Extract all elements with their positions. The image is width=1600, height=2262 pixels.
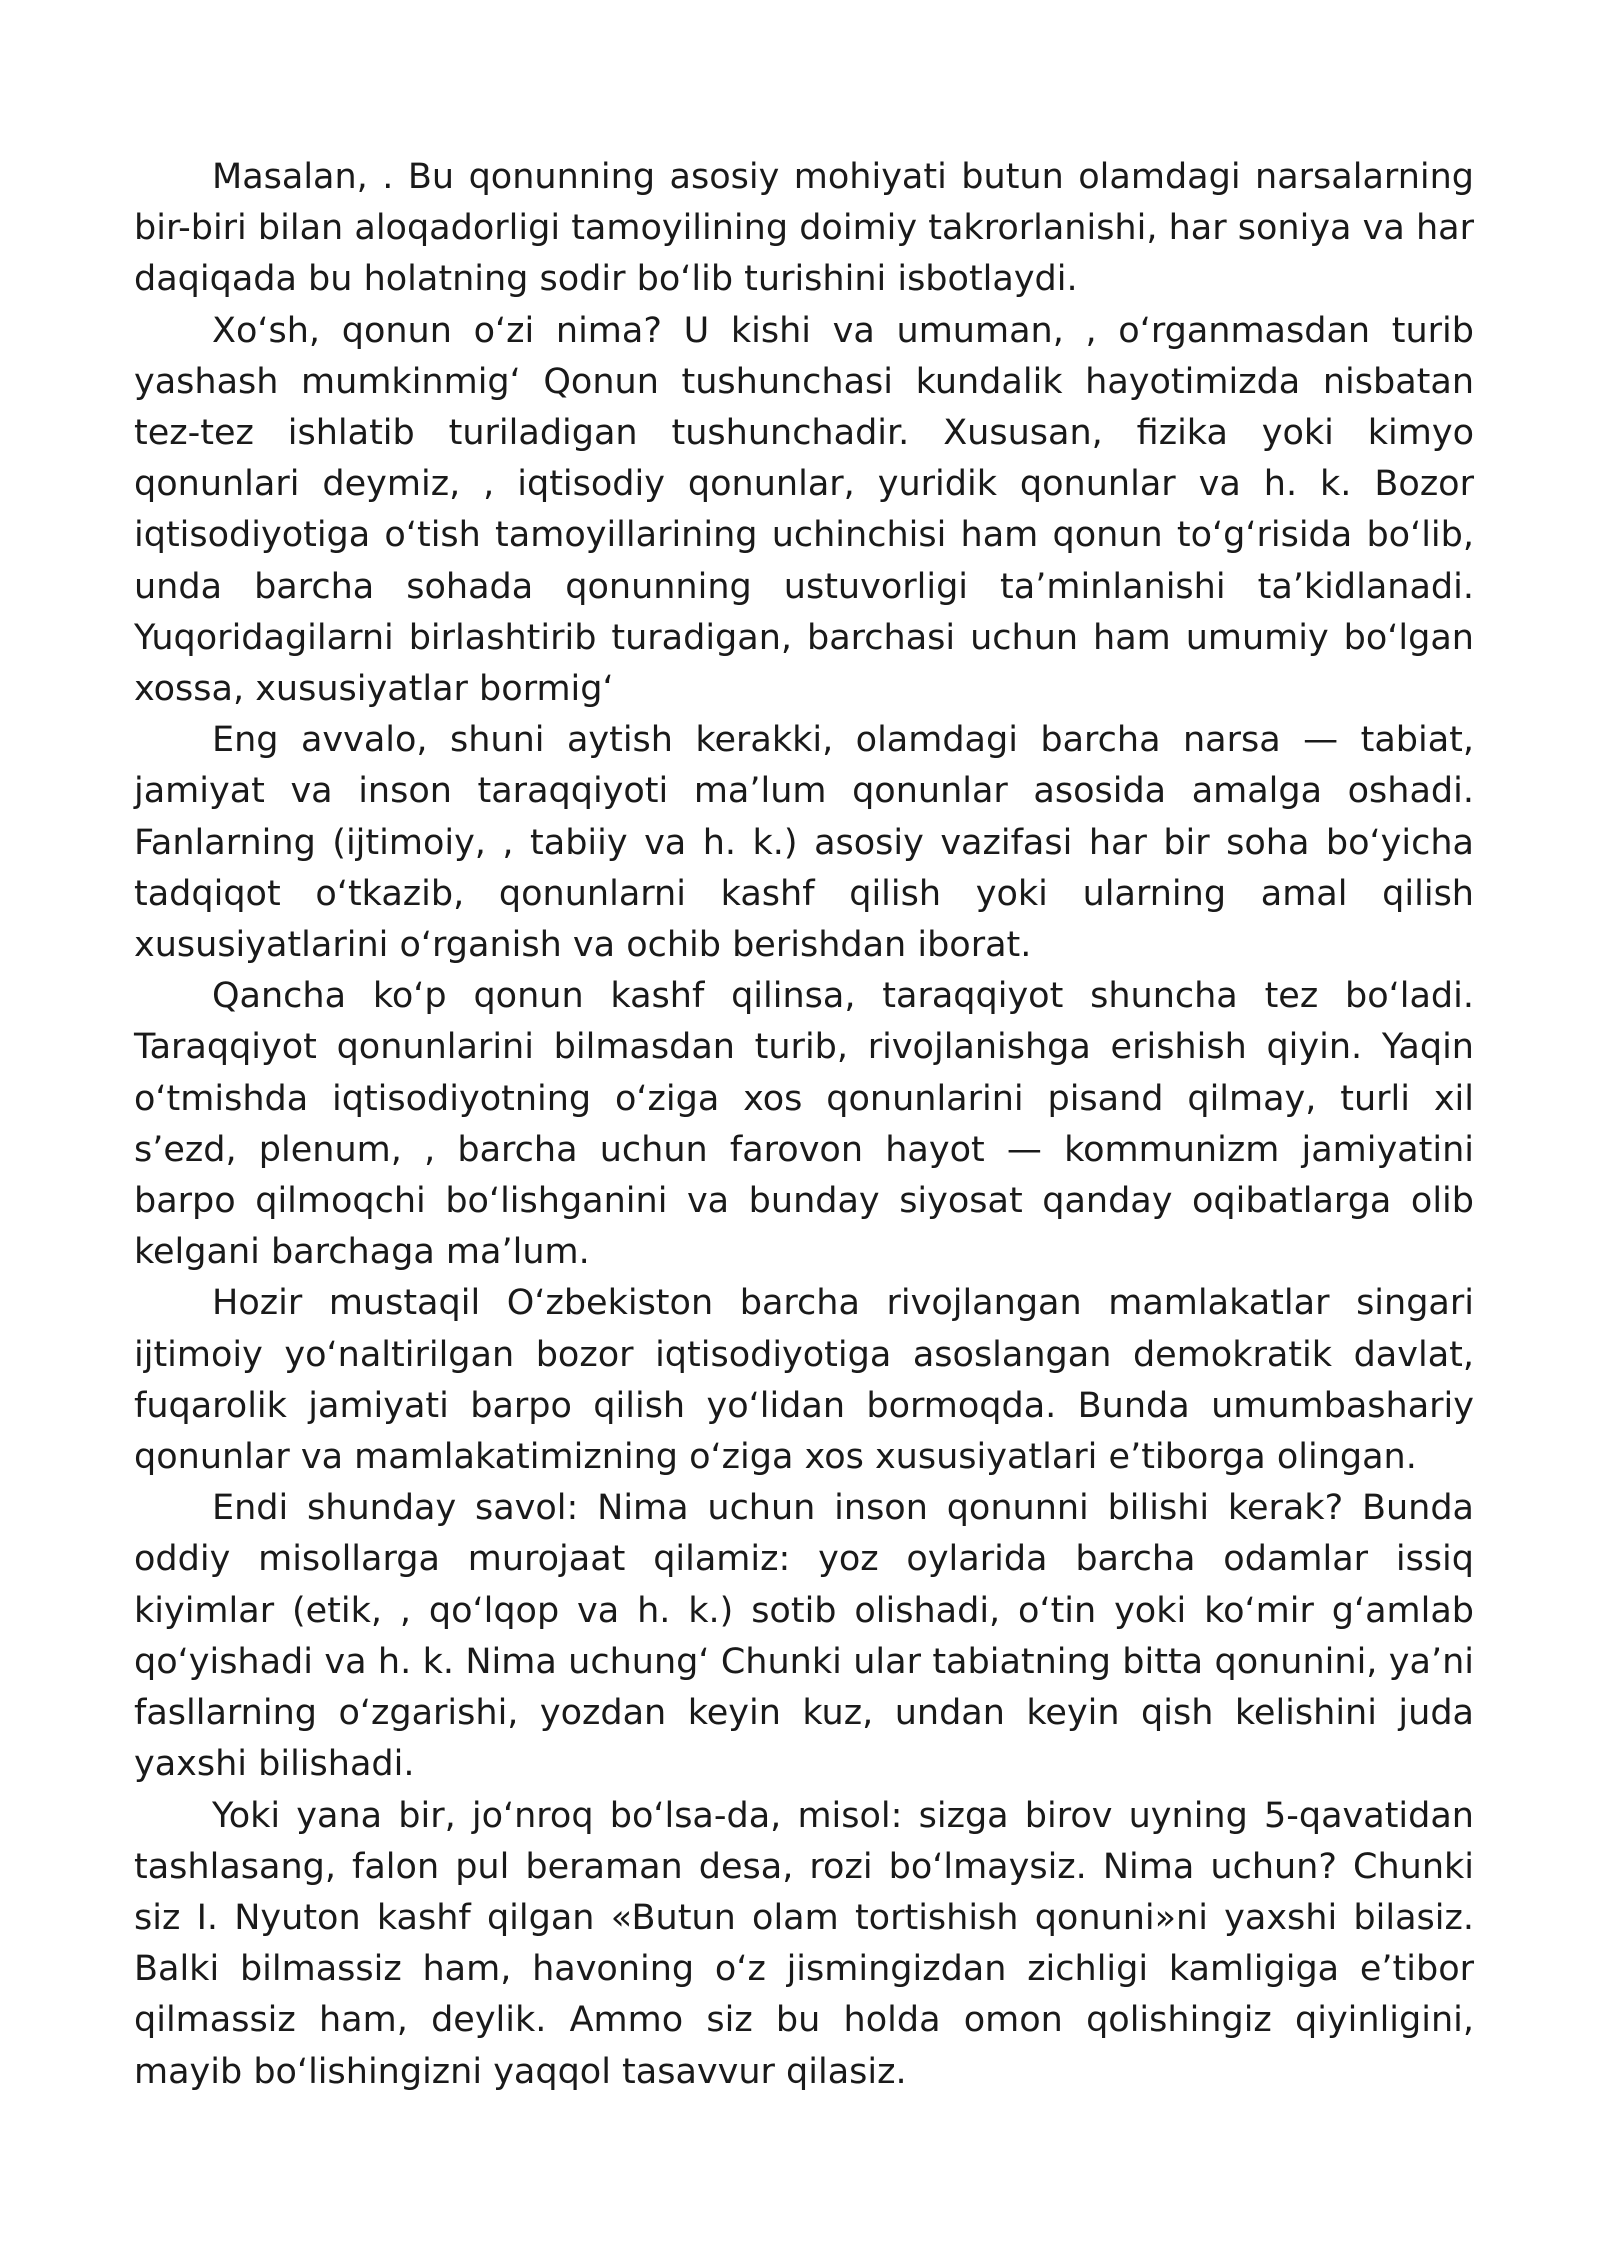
paragraph: Endi shunday savol: Nima uchun inson qonunni bilishi kerak? Bunda oddiy misollarga murojaat qilamiz: yoz oylarida barcha odamlar issiq kiyimlar (etik, , qoʻlqop va h. k.) sotib olishadi, oʻtin yoki koʻmir gʻamlab qoʻyishadi va h. k. Nima uchungʻ Chunki ular tabiatning bitta qonunini, yaʼni fasllarning oʻzgarishi, yozdan keyin kuz, undan keyin qish kelishini juda yaxshi bilishadi.: [134, 1488, 1474, 1785]
document-page: [134, 152, 1474, 2098]
paragraph: Yoki yana bir, joʻnroq boʻlsa-da, misol: sizga birov uyning 5-qavatidan tashlasang, falon pul beraman desa, rozi boʻlmaysiz. Nima uchun? Chunki siz I. Nyuton kashf qilgan «Butun olam tortishish qonuni»ni yaxshi bilasiz. Balki bilmassiz ham, havoning oʻz jismingizdan zichligi kamligiga eʼtibor qilmassiz ham, deylik. Ammo siz bu holda omon qolishingiz qiyinligini, mayib boʻlishingizni yaqqol tasavvur qilasiz.: [134, 1795, 1474, 2092]
paragraph: Qancha koʻp qonun kashf qilinsa, taraqqiyot shuncha tez boʻladi. Taraqqiyot qonunlarini bilmasdan turib, rivojlanishga erishish qiyin. Yaqin oʻtmishda iqtisodiyotning oʻziga xos qonunlarini pisand qilmay, turli xil sʼezd, plenum, , barcha uchun farovon hayot — kommunizm jamiyatini barpo qilmoqchi boʻlishganini va bunday siyosat qanday oqibatlarga olib kelgani barchaga maʼlum.: [134, 976, 1474, 1273]
paragraph: Xoʻsh, qonun oʻzi nima? U kishi va umuman, , oʻrganmasdan turib yashash mumkinmigʻ Qonun tushunchasi kundalik hayotimizda nisbatan tez-tez ishlatib turiladigan tushunchadir. Xususan, fizika yoki kimyo qonunlari deymiz, , iqtisodiy qonunlar, yuridik qonunlar va h. k. Bozor iqtisodiyotiga oʻtish tamoyillarining uchinchisi ham qonun toʻgʻrisida boʻlib, unda barcha sohada qonunning ustuvorligi taʼminlanishi taʼkidlanadi. Yuqoridagilarni birlashtirib turadigan, barchasi uchun ham umumiy boʻlgan xossa, xususiyatlar bormigʻ: [134, 310, 1474, 710]
paragraph: Eng avvalo, shuni aytish kerakki, olamdagi barcha narsa — tabiat, jamiyat va inson taraqqiyoti maʼlum qonunlar asosida amalga oshadi. Fanlarning (ijtimoiy, , tabiiy va h. k.) asosiy vazifasi har bir soha boʻyicha tadqiqot oʻtkazib, qonunlarni kashf qilish yoki ularning amal qilish xususiyatlarini oʻrganish va ochib berishdan iborat.: [134, 720, 1474, 966]
paragraph: Hozir mustaqil Oʻzbekiston barcha rivojlangan mamlakatlar singari ijtimoiy yoʻnaltirilgan bozor iqtisodiyotiga asoslangan demokratik davlat, fuqarolik jamiyati barpo qilish yoʻlidan bormoqda. Bunda umumbashariy qonunlar va mamlakatimizning oʻziga xos xususiyatlari eʼtiborga olingan.: [134, 1283, 1474, 1478]
paragraph: Masalan, . Bu qonunning asosiy mohiyati butun olamdagi narsalarning bir-biri bilan aloqadorligi tamoyilining doimiy takrorlanishi, har soniya va har daqiqada bu holatning sodir boʻlib turishini isbotlaydi.: [134, 157, 1474, 300]
